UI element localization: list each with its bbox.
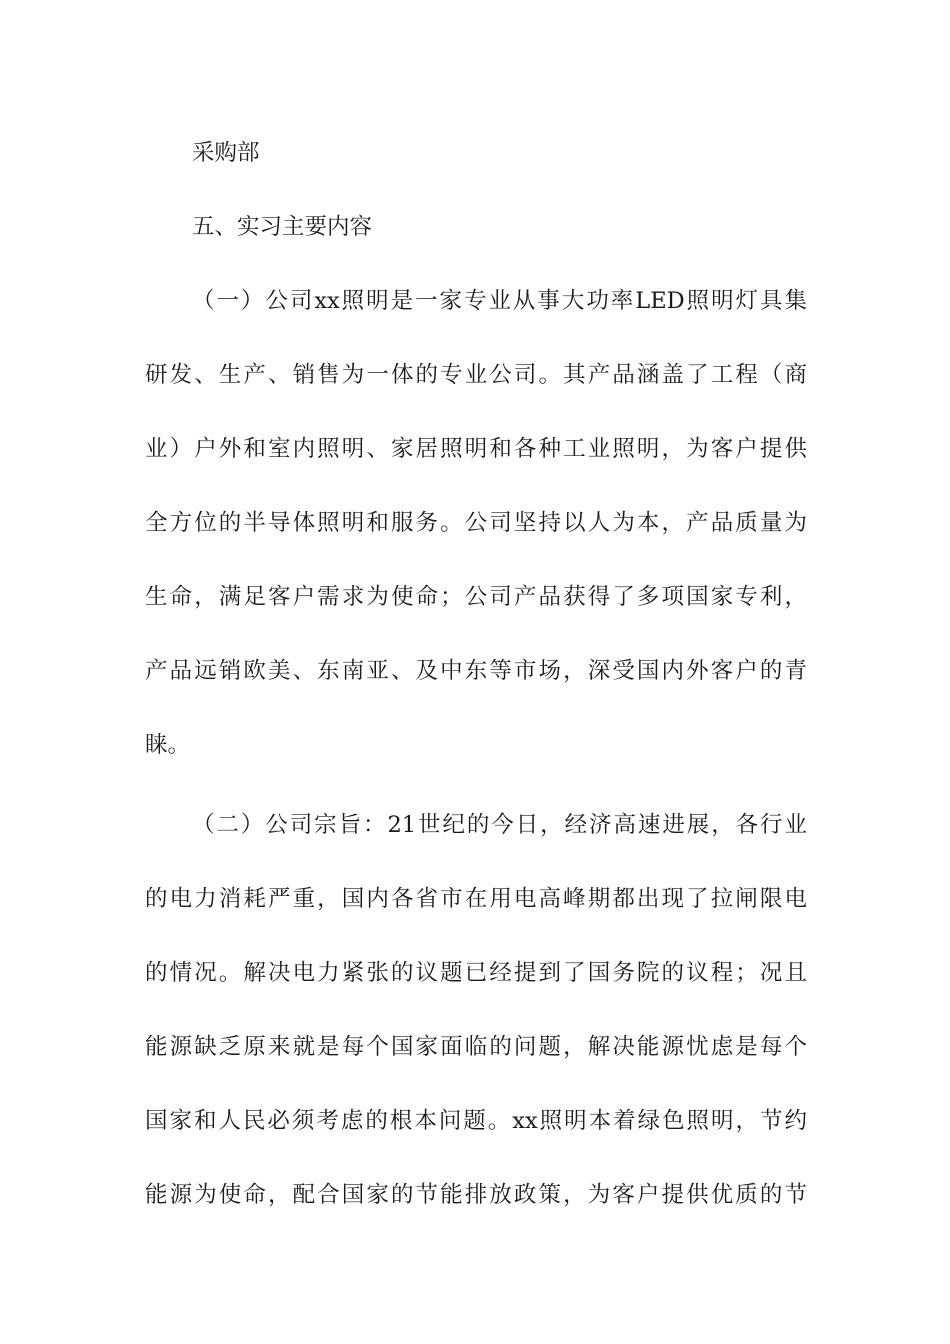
department-heading: 采购部	[192, 140, 260, 166]
paragraph-line: 能源为使命，配合国家的节能排放政策，为客户提供优质的节	[145, 1182, 807, 1208]
paragraph-line: 的情况。解决电力紧张的议题已经提到了国务院的议程；况且	[145, 960, 807, 986]
paragraph-line: 生命，满足客户需求为使命；公司产品获得了多项国家专利，	[145, 584, 807, 610]
paragraph-line: 研发、生产、销售为一体的专业公司。其产品涵盖了工程（商	[145, 362, 807, 388]
paragraph-line: 的电力消耗严重，国内各省市在用电高峰期都出现了拉闸限电	[145, 886, 807, 912]
paragraph-line: 睐。	[145, 732, 191, 758]
paragraph-line: 产品远销欧美、东南亚、及中东等市场，深受国内外客户的青	[145, 658, 807, 684]
paragraph-line: 国家和人民必须考虑的根本问题。xx照明本着绿色照明，节约	[145, 1108, 807, 1134]
paragraph-line: 全方位的半导体照明和服务。公司坚持以人为本，产品质量为	[145, 510, 807, 536]
paragraph-line: （二）公司宗旨：21世纪的今日，经济高速进展，各行业	[192, 812, 807, 838]
paragraph-line: （一）公司xx照明是一家专业从事大功率LED照明灯具集	[192, 288, 807, 314]
paragraph-line: 业）户外和室内照明、家居照明和各种工业照明，为客户提供	[145, 436, 807, 462]
paragraph-line: 能源缺乏原来就是每个国家面临的问题，解决能源忧虑是每个	[145, 1034, 807, 1060]
section-heading: 五、实习主要内容	[192, 214, 373, 240]
